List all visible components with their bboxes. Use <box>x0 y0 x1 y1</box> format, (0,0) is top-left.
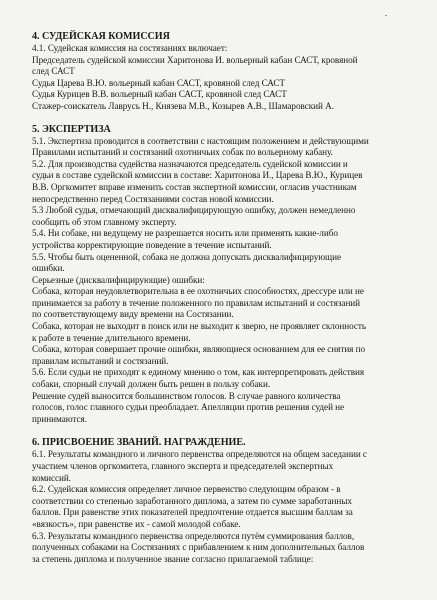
section-judging-committee <box>32 31 432 113</box>
section-awards <box>32 437 432 565</box>
text-line: Председатель судейской комиссии Харитонова И. вольерный кабан САСТ, кровяной <box>32 54 358 65</box>
text-line: по соответствующему виду времени на Состязании. <box>32 309 234 320</box>
text-line: Собака, которая неудовлетворительна в ее охотничьих способностях, дрессуре или не <box>32 286 364 297</box>
text-line: судьи в составе судейской комиссии в составе: Харитонова И., Царева В.Ю., Курицев <box>32 170 363 181</box>
section-spacer <box>32 425 432 437</box>
document-body <box>32 31 432 565</box>
text-line: за степень диплома и полученное звание согласно прилагаемой таблице: <box>32 553 314 564</box>
text-line: 6.3. Результаты командного первенства определяются путём суммирования баллов, <box>32 530 355 541</box>
text-line: баллов. При равенстве этих показателей предпочтение отдается высшим баллам за <box>32 507 353 518</box>
text-line: 4.1. Судейская комиссия на состязаниях включает: <box>32 43 228 53</box>
text-line: устройства корректирующие поведение в течение испытаний. <box>32 239 272 250</box>
text-line: Серьезные (дисквалифицирующие) ошибки: <box>32 274 205 285</box>
text-line: Собака, которая совершает прочие ошибки, являющиеся основанием для ее снятия по <box>32 344 366 355</box>
text-line: 6.1. Результаты командного и личного первенства определяются на общем заседании с <box>32 449 367 460</box>
text-line: след САСТ <box>32 66 75 77</box>
scan-speck <box>385 15 387 16</box>
text-line: 5.3 Любой судья, отмечающий дисквалифицирующую ошибку, должен немедленно <box>32 205 356 216</box>
text-line: Стажер-соискатель Лаврусь Н., Князева М.В., Козырев А.В., Шамаровский А. <box>32 100 334 111</box>
text-line: полученных собаками на Состязаниях с прибавлением к ним дополнительных баллов <box>32 542 365 553</box>
text-line: 6.2. Судейская комиссия определяет личное первенство следующим образом - в <box>32 484 341 495</box>
section-heading: 4. СУДЕЙСКАЯ КОМИССИЯ <box>32 31 170 42</box>
text-line: собаки, спорный случай должен быть решен в пользу собаки. <box>32 379 271 390</box>
text-line: 5.6. Если судьи не приходят к единому мнению о том, как интерпретировать действия <box>32 367 365 378</box>
text-line: к работе в течение длительного времени. <box>32 332 191 343</box>
text-line: 5.2. Для производства судейства назначаются председатель судейской комиссии и <box>32 158 348 169</box>
text-line: правилам испытаний и состязаний. <box>32 355 169 366</box>
text-line: Судья Царева В.Ю. вольерный кабан САСТ, кровяной след САСТ <box>32 77 285 88</box>
text-line: комиссий. <box>32 472 71 483</box>
text-line: соответствии со степенью заработанного диплома, а затем по сумме заработанных <box>32 495 352 506</box>
text-line: «вязкость», при равенстве их - самой молодой собаке. <box>32 518 241 529</box>
text-line: Собака, которая не выходит в поиск или не выходит к зверю, не проявляет склонность <box>32 321 367 332</box>
text-line: принимается за работу в течение положенного по правилам испытаний и состязаний <box>32 297 361 308</box>
section-expertise <box>32 124 432 426</box>
section-heading: 6. ПРИСВОЕНИЕ ЗВАНИЙ. НАГРАЖДЕНИЕ. <box>32 437 246 449</box>
text-line: принимаются. <box>32 413 87 424</box>
text-line: сообщить об этом главному эксперту. <box>32 216 177 227</box>
text-line: Судья Курицев В.В. вольерный кабан САСТ, кровяной след САСТ <box>32 89 287 100</box>
text-line: голосов, голос главного судьи преобладает. Апелляции против решения судей не <box>32 402 345 413</box>
section-heading: 5. ЭКСПЕРТИЗА <box>32 123 111 135</box>
text-line: ошибки. <box>32 263 65 274</box>
text-line: 5.1. Экспертиза проводится в соответствии с настоящим положением и действующими <box>32 135 369 146</box>
text-line: непосредственно перед Состязаниями состав новой комиссии. <box>32 193 274 204</box>
text-line: участием членов оргкомитета, главного эксперта и председателей экспертных <box>32 461 334 471</box>
text-line: 5.4. Ни собаке, ни ведущему не разрешается носить или применять какие-либо <box>32 228 338 239</box>
text-line: Решение судей выносится большинством голосов. В случае равного количества <box>32 390 341 401</box>
text-line: Правилами испытаний и состязаний охотничьих собак по вольерному кабану. <box>32 147 333 158</box>
text-line: В.В. Оргкомитет вправе изменить состав экспертной комиссии, огласив участникам <box>32 181 357 192</box>
text-line: 5.5. Чтобы быть оцененной, собака не должна допускать дисквалифицирующие <box>32 251 341 262</box>
section-spacer <box>32 113 432 124</box>
